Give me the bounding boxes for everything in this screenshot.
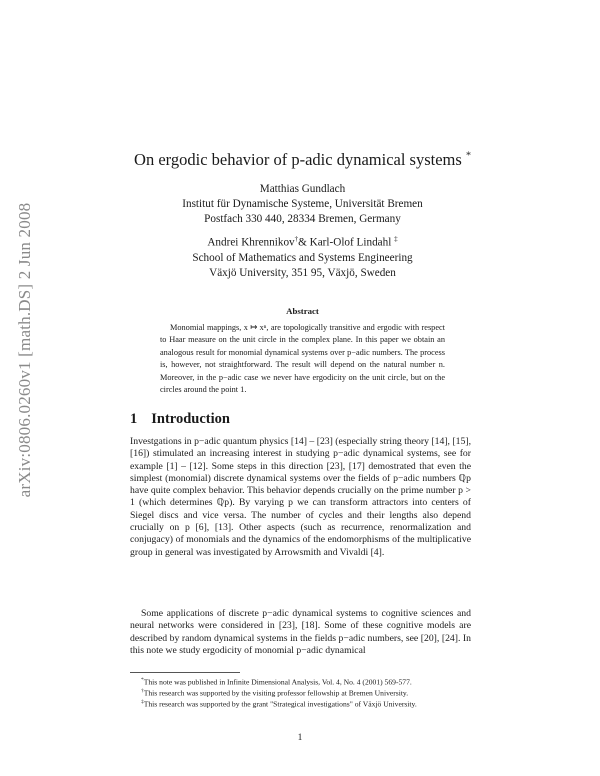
author-name-b: & Karl-Olof Lindahl [298,236,395,249]
abstract-heading: Abstract [286,306,319,316]
section-heading [130,411,230,428]
author-block-2 [130,232,475,281]
author-affiliation: Institut für Dynamische Systeme, Universität Bremen [182,198,423,210]
footnote-text: This note was published in Infinite Dimensional Analysis, Vol. 4, No. 4 (2001) 569-577. [143,677,412,687]
footnote-rule [130,672,240,673]
page-number: 1 [297,733,303,743]
author-name-a: Andrei Khrennikov [207,236,295,249]
footnote-text: This research was supported by the visiting professor fellowship at Bremen University. [143,688,409,698]
title-footnote-mark: * [465,150,471,162]
author-name: Matthias Gundlach [259,183,346,195]
abstract-text: Monomial mappings, x ↦ xⁿ, are topologically transitive and ergodic with respect to Haar measure on the unit circle in the complex plane. In this paper we obtain an analogous result for monomial dynamical systems over p−adic numbers. The process is, however, not straightforward. The result will depend on the natural number n. Moreover, in the p−adic case we never have ergodicity on the unit circle, but on the circles around the point 1. [160,323,445,395]
section-number: 1 [130,411,138,427]
footnote-mark: * [141,677,144,683]
author-address: Postfach 330 440, 28334 Bremen, Germany [204,213,401,225]
paper-title [130,150,475,170]
footnote-text: This research was supported by the grant "Strategical investigations" of Växjö University. [143,699,417,709]
author-mark-b: ‡ [394,235,398,243]
author-mark-a: † [294,235,299,243]
author-address: Växjö University, 351 95, Växjö, Sweden [209,266,396,279]
arxiv-identifier-text: arXiv:0806.0260v1 [math.DS] 2 Jun 2008 [15,202,34,498]
paper-title-text: On ergodic behavior of p-adic dynamical systems [134,150,462,169]
footnote-mark: ‡ [141,699,144,705]
body-paragraph: Some applications of discrete p−adic dynamical systems to cognitive sciences and neural networks were considered in [23], [18]. Some of these cognitive models are described by random dynamical systems in the fields p−adic numbers, see [20], [24]. In this note we study ergodicity of monomial p−adic dynamical [130,608,471,656]
footnote-mark: † [141,688,144,694]
author-names [130,232,475,251]
author-affiliation: School of Mathematics and Systems Engineering [192,251,413,264]
body-paragraph: Investgations in p−adic quantum physics [14] – [23] (especially string theory [14], [15], [16]) stimulated an increasing interest in studying p−adic dynamical systems, see for example [1] – [12]. Some steps in this direction [23], [17] demostrated that even the simplest (monomial) discrete dynamical systems over the fields of p−adic numbers ℚp have quite complex behavior. This behavior depends crucially on the prime number p > 1 (which determines ℚp). By varying p we can transform attractors into centers of Siegel discs and vice versa. The number of cycles and their lengths also depend crucially on p [6], [13]. Other aspects (such as recurrence, renormalization and conjugacy) of monomials and the dynamics of the endomorphisms of the multiplicative group in general was investigated by Arrowsmith and Vivaldi [4]. [130,436,471,558]
footnote [130,697,471,710]
arxiv-identifier [8,165,42,535]
section-title: Introduction [151,411,230,427]
author-block-1 [130,182,475,227]
